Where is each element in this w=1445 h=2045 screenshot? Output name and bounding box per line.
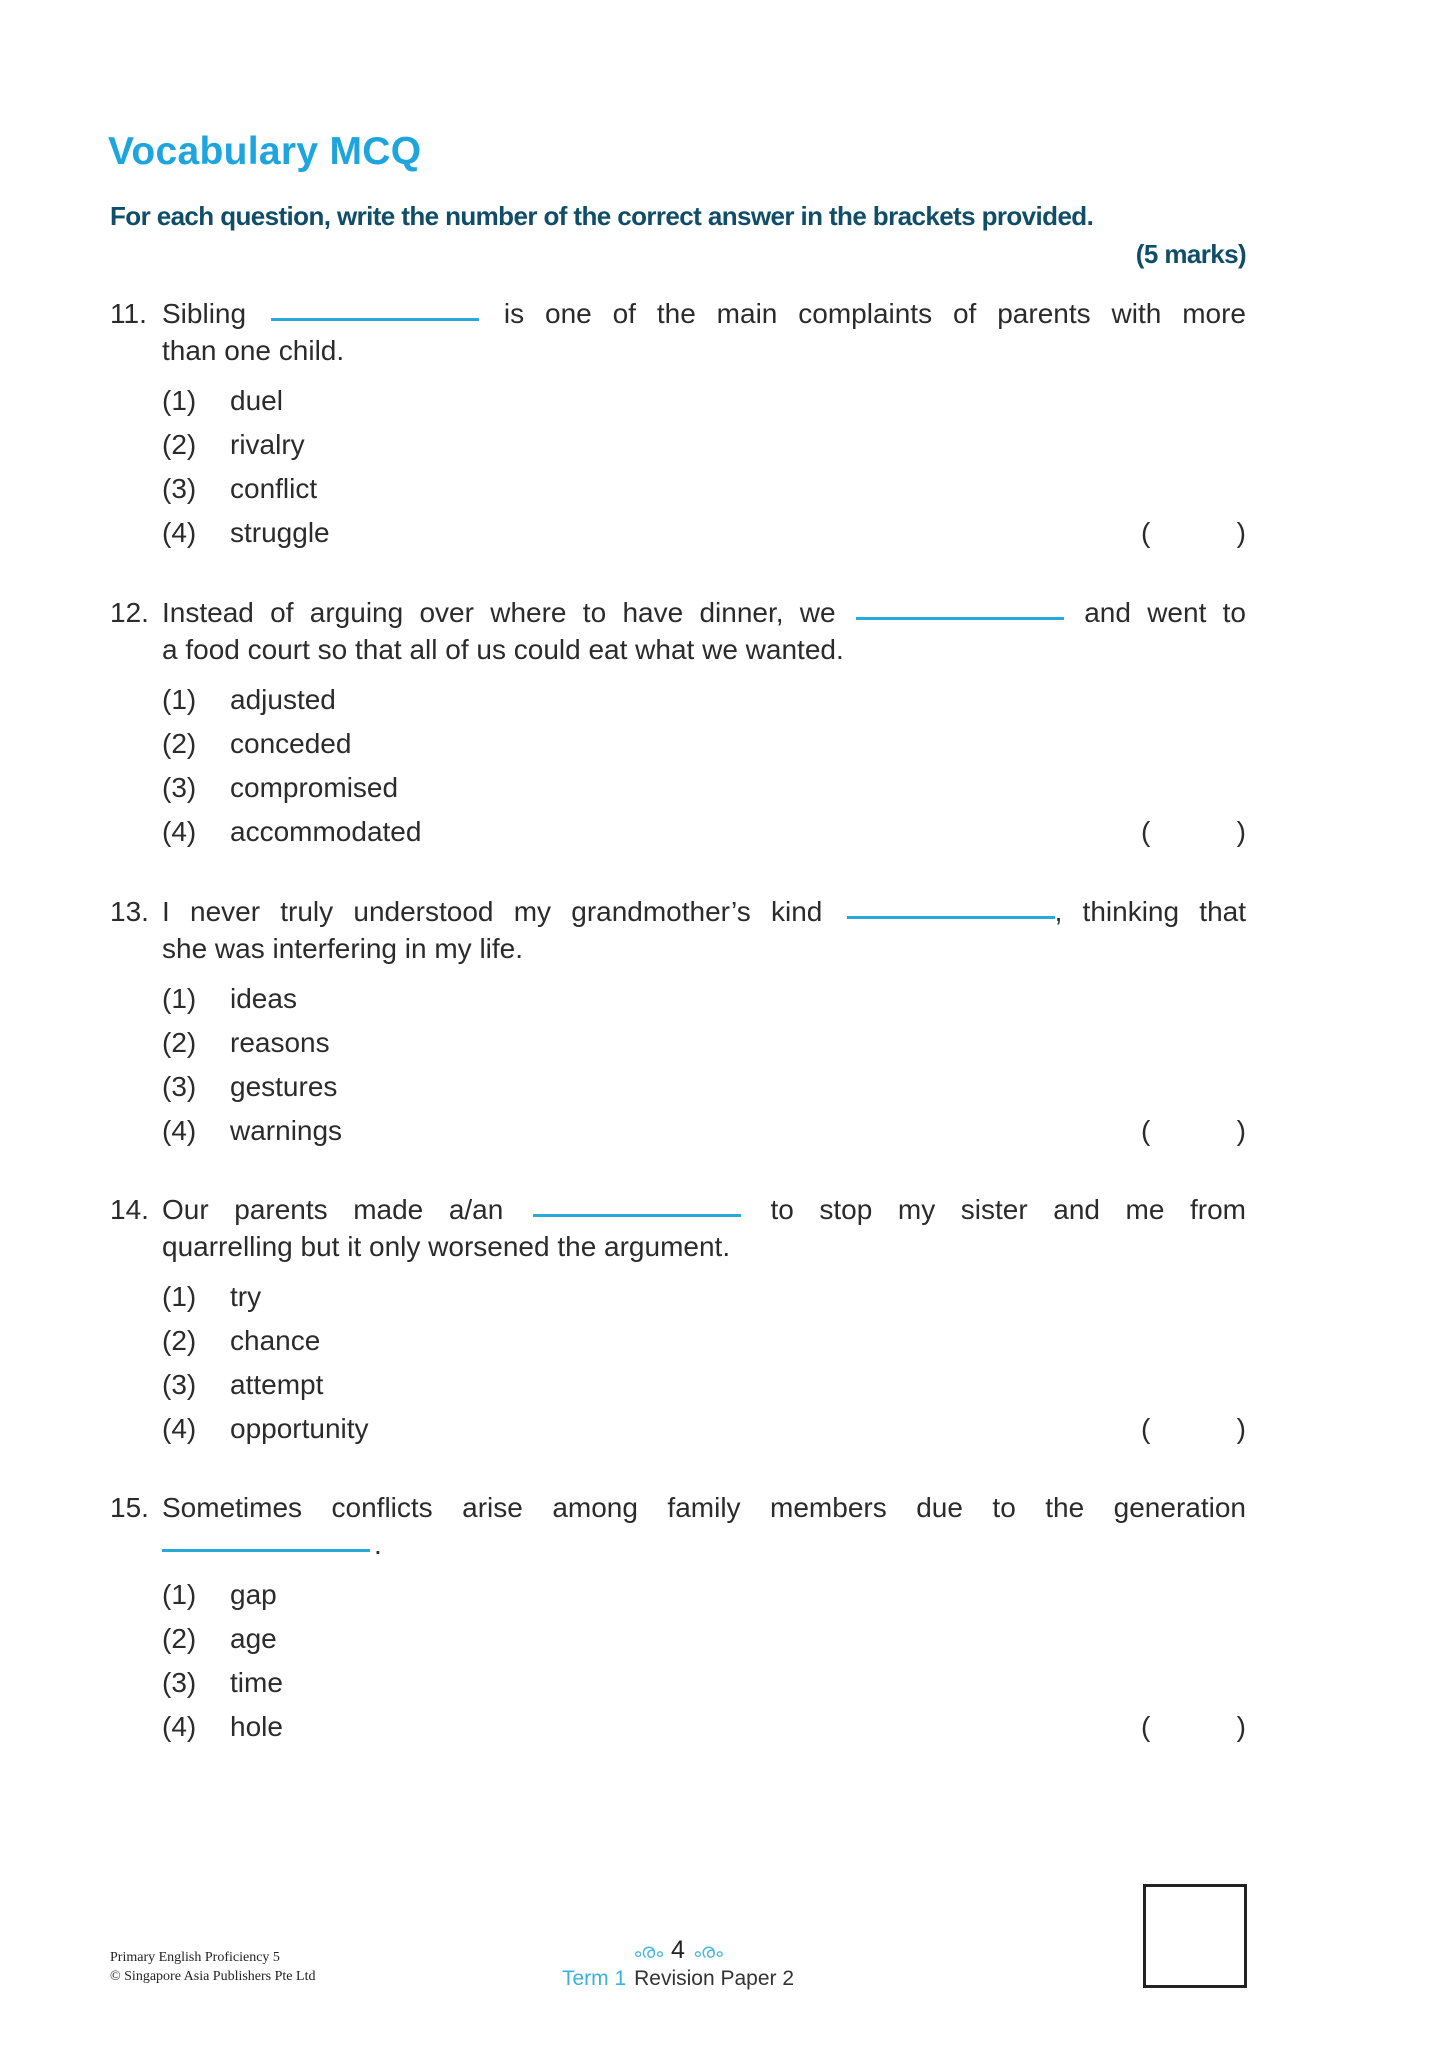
question-text: than one child. <box>162 335 345 366</box>
option-text: opportunity <box>230 1413 369 1444</box>
question-line-2 <box>162 631 1246 668</box>
option <box>162 1573 1246 1617</box>
option <box>162 722 1246 766</box>
question-text: Instead of arguing over where to have dinner, we <box>162 597 836 628</box>
term-label: Term 1 <box>561 1967 627 1990</box>
question-line-1 <box>162 893 1246 930</box>
question-text: is one of the main complaints of parents with more <box>503 298 1247 329</box>
option-text: compromised <box>230 772 399 803</box>
ornament-left-icon: ൟ <box>633 1941 664 1963</box>
question-text: I never truly understood my grandmother’s kind <box>162 896 823 927</box>
score-box <box>1143 1884 1247 1988</box>
paper-label: Revision Paper 2 <box>634 1967 795 1990</box>
option-text: adjusted <box>230 684 336 715</box>
question-number: 13. <box>110 896 149 927</box>
option-number: (4) <box>162 517 197 548</box>
answer-brackets[interactable] <box>1141 511 1246 555</box>
section-title: Vocabulary MCQ <box>108 130 422 173</box>
question-text: to stop my sister and me from <box>770 1194 1247 1225</box>
question <box>110 1191 1246 1451</box>
question-line-2 <box>162 332 1246 369</box>
question-text: Sometimes conflicts arise among family members due to the generation <box>162 1492 1246 1523</box>
option <box>162 810 1246 854</box>
answer-brackets[interactable] <box>1141 810 1246 854</box>
question-line-1 <box>162 594 1246 631</box>
option-text: hole <box>230 1711 283 1742</box>
question <box>110 594 1246 854</box>
answer-brackets[interactable] <box>1141 1705 1246 1749</box>
option <box>162 511 1246 555</box>
option-number: (4) <box>162 1413 197 1444</box>
bracket-close: ) <box>1236 816 1246 847</box>
question <box>110 893 1246 1153</box>
ornament-right-icon: ൟ <box>692 1941 723 1963</box>
option-number: (2) <box>162 1027 197 1058</box>
option <box>162 766 1246 810</box>
option-number: (3) <box>162 1667 197 1698</box>
book-title: Primary English Proficiency 5 <box>110 1950 280 1965</box>
bracket-open: ( <box>1141 1413 1151 1444</box>
question-number: 12. <box>110 597 149 628</box>
question <box>110 295 1246 555</box>
bracket-open: ( <box>1141 1115 1151 1146</box>
question-line-2 <box>162 930 1246 967</box>
option-text: chance <box>230 1325 321 1356</box>
option-text: try <box>230 1281 262 1312</box>
option-text: warnings <box>230 1115 343 1146</box>
option <box>162 1021 1246 1065</box>
option <box>162 1065 1246 1109</box>
option-text: time <box>230 1667 283 1698</box>
answer-blank <box>847 916 1055 919</box>
bracket-close: ) <box>1236 517 1246 548</box>
question-line-2 <box>162 1228 1246 1265</box>
option <box>162 467 1246 511</box>
options-list <box>162 678 1246 854</box>
answer-brackets[interactable] <box>1141 1109 1246 1153</box>
option <box>162 1407 1246 1451</box>
option <box>162 1617 1246 1661</box>
question-text: Sibling <box>162 298 247 329</box>
option-number: (4) <box>162 816 197 847</box>
options-list <box>162 1275 1246 1451</box>
option-text: struggle <box>230 517 330 548</box>
question-text: . <box>374 1529 382 1560</box>
page-number: 4 <box>671 1936 685 1964</box>
option-text: age <box>230 1623 277 1654</box>
option-text: gestures <box>230 1071 338 1102</box>
option-text: ideas <box>230 983 297 1014</box>
option-number: (1) <box>162 684 197 715</box>
option-text: gap <box>230 1579 277 1610</box>
option-number: (2) <box>162 429 197 460</box>
bracket-open: ( <box>1141 1711 1151 1742</box>
question-number: 14. <box>110 1194 149 1225</box>
answer-blank <box>533 1214 741 1217</box>
option-number: (2) <box>162 1623 197 1654</box>
option-number: (4) <box>162 1115 197 1146</box>
option-number: (1) <box>162 1281 197 1312</box>
question-text: a food court so that all of us could eat what we wanted. <box>162 634 844 665</box>
option-number: (2) <box>162 728 197 759</box>
option <box>162 1661 1246 1705</box>
option-text: reasons <box>230 1027 330 1058</box>
option <box>162 1319 1246 1363</box>
option-number: (3) <box>162 1071 197 1102</box>
bracket-open: ( <box>1141 517 1151 548</box>
copyright: © Singapore Asia Publishers Pte Ltd <box>110 1969 316 1984</box>
option-number: (3) <box>162 772 197 803</box>
option-text: attempt <box>230 1369 324 1400</box>
answer-brackets[interactable] <box>1141 1407 1246 1451</box>
option <box>162 1275 1246 1319</box>
option <box>162 1363 1246 1407</box>
options-list <box>162 379 1246 555</box>
option-text: duel <box>230 385 283 416</box>
option <box>162 977 1246 1021</box>
answer-blank <box>856 617 1064 620</box>
bracket-close: ) <box>1236 1115 1246 1146</box>
bracket-close: ) <box>1236 1711 1246 1742</box>
option-text: conflict <box>230 473 318 504</box>
option-number: (3) <box>162 473 197 504</box>
question-text: , thinking that <box>1054 896 1246 927</box>
option <box>162 678 1246 722</box>
question-number: 11. <box>110 298 147 329</box>
question-line-1 <box>162 295 1246 332</box>
option-number: (4) <box>162 1711 197 1742</box>
option-number: (3) <box>162 1369 197 1400</box>
option <box>162 1109 1246 1153</box>
question-text: Our parents made a/an <box>162 1194 504 1225</box>
option-text: rivalry <box>230 429 305 460</box>
option-number: (1) <box>162 1579 197 1610</box>
option <box>162 379 1246 423</box>
question <box>110 1489 1246 1749</box>
question-text: quarrelling but it only worsened the argument. <box>162 1231 731 1262</box>
instruction-text: For each question, write the number of the correct answer in the brackets provided. <box>110 201 1094 231</box>
options-list <box>162 1573 1246 1749</box>
option-number: (1) <box>162 385 197 416</box>
option-text: conceded <box>230 728 352 759</box>
question-line-1 <box>162 1191 1246 1228</box>
footer-publisher <box>110 1948 315 1986</box>
option-number: (1) <box>162 983 197 1014</box>
question-line-2 <box>162 1526 1246 1563</box>
answer-blank <box>271 318 479 321</box>
bracket-close: ) <box>1236 1413 1246 1444</box>
instructions <box>110 197 1246 273</box>
answer-blank <box>162 1549 370 1552</box>
marks-label: (5 marks) <box>1135 239 1246 269</box>
question-number: 15. <box>110 1492 149 1523</box>
option <box>162 1705 1246 1749</box>
question-text: and went to <box>1084 597 1247 628</box>
option-text: accommodated <box>230 816 422 847</box>
question-line-1 <box>162 1489 1246 1526</box>
option <box>162 423 1246 467</box>
option-number: (2) <box>162 1325 197 1356</box>
question-text: she was interfering in my life. <box>162 933 524 964</box>
footer-page-info <box>500 1936 856 1991</box>
bracket-open: ( <box>1141 816 1151 847</box>
options-list <box>162 977 1246 1153</box>
